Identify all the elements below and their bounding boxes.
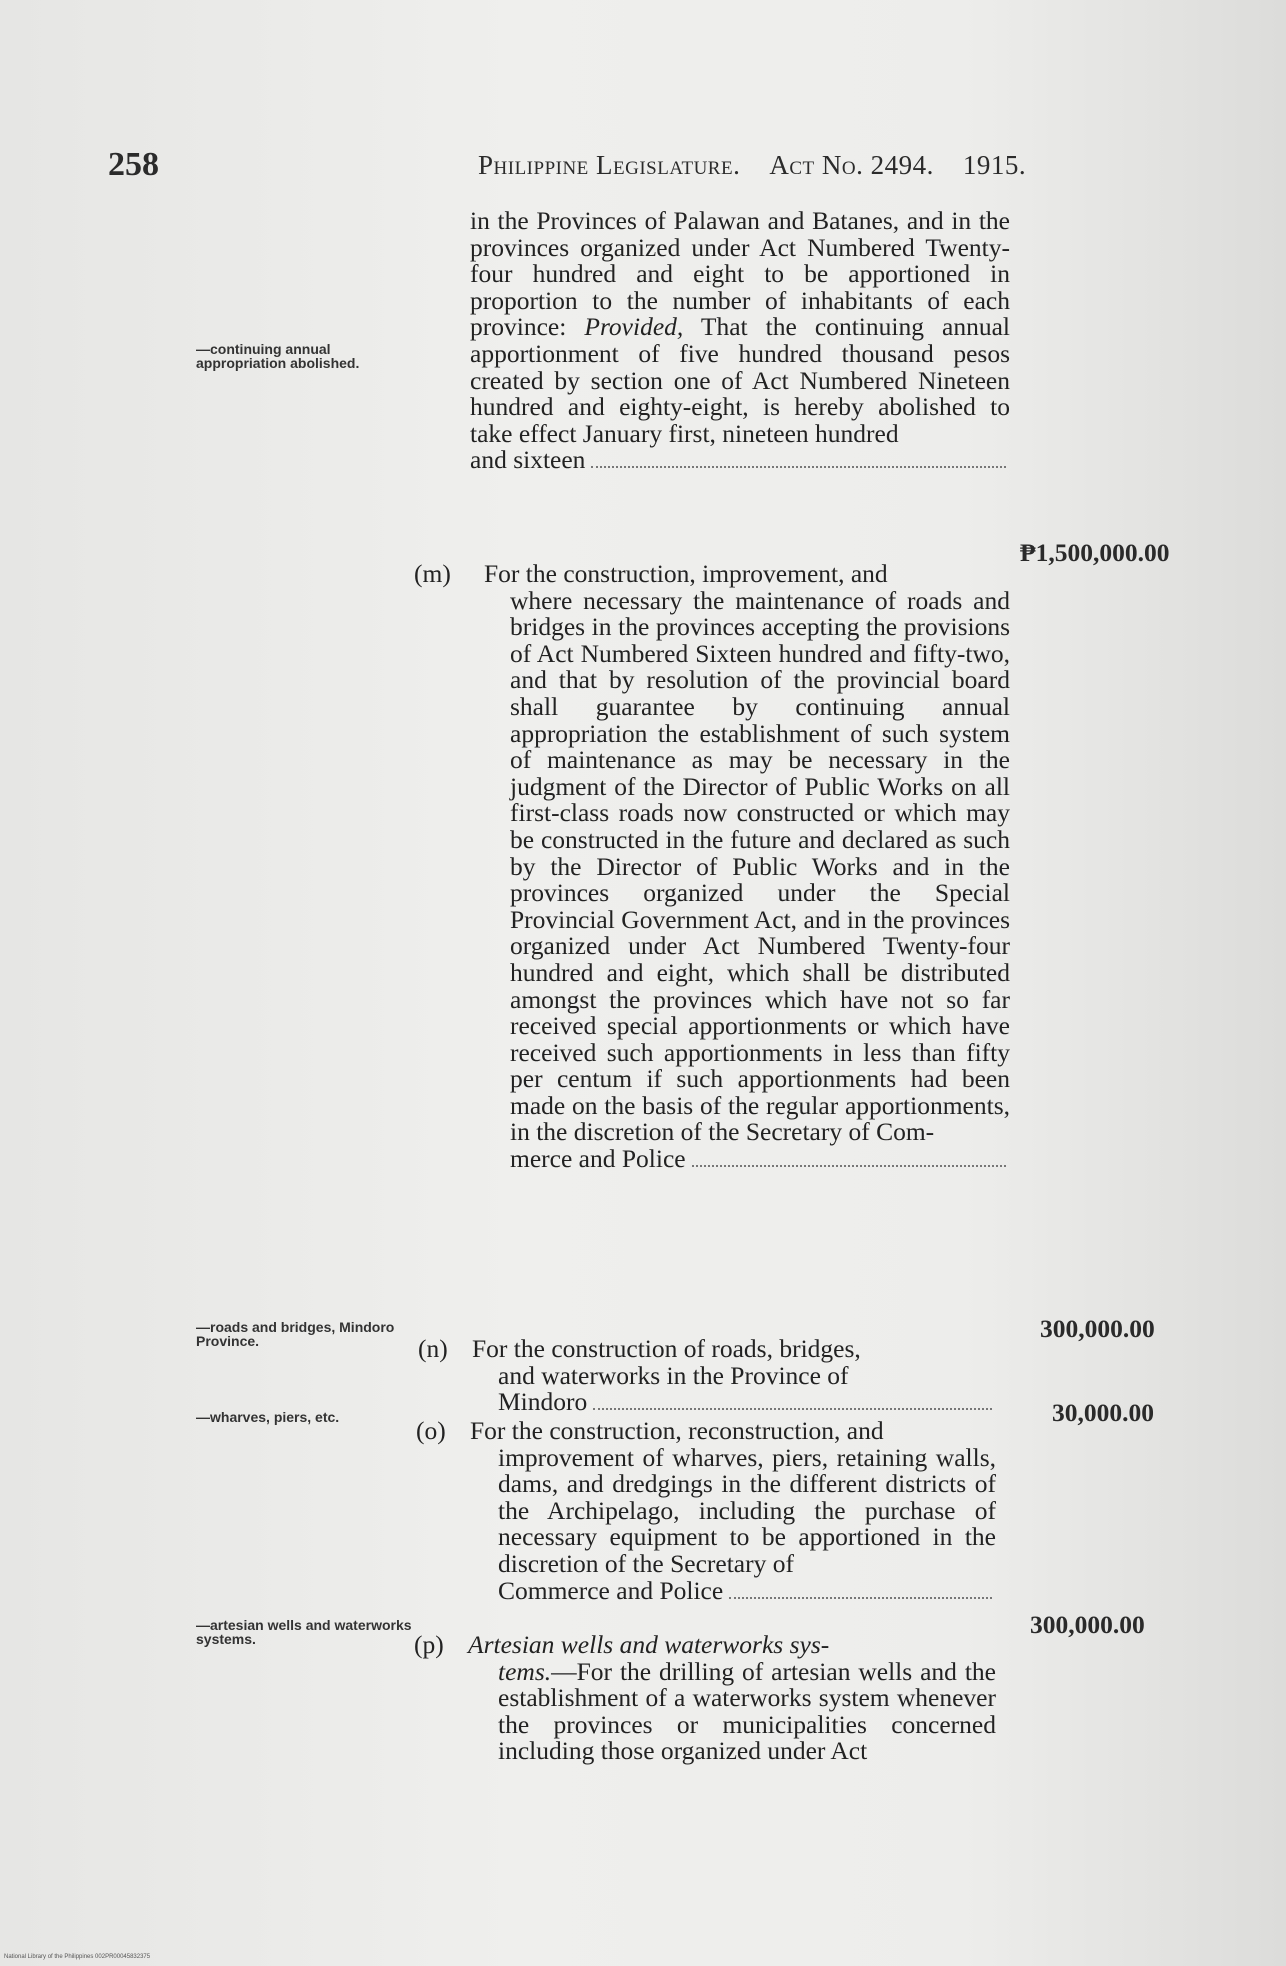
section-p-body-text: —For the drilling of artesian wells and the establishment of a waterworks system whenever the provinces or municipalities concerned including those organized under Act [498,1656,996,1766]
section-m-first-line: For the construction, improvement, and [484,559,888,588]
leader-dots [593,1408,992,1410]
margin-note-continuing: —continuing annual appropriation abolished. [196,341,360,371]
section-p-title-cont: tems. [498,1656,552,1686]
section-n-last-line [498,1389,996,1416]
section-m-last-line [510,1146,1010,1173]
year-label: 1915. [962,150,1027,180]
section-l-text [470,208,1010,447]
margin-note-artesian: —artesian wells and waterworks systems. [196,1617,412,1647]
section-m-body [510,585,1010,1174]
section-m-letter: (m) [414,559,451,588]
section-o-text: improvement of wharves, piers, retaining walls, dams, and dredgings in the different districts of the Archipelago, including the purchase of necessary equipment to be apportioned in the discretion of the Secretary of [498,1442,996,1578]
section-n-text: and waterworks in the Province of [498,1360,849,1390]
section-m-last-text: merce and Police [510,1144,686,1174]
amount-l: ₱1,500,000.00 [1020,538,1170,567]
section-o-last-line [498,1575,996,1605]
section-l [470,208,1010,474]
section-n-first-line: For the construction of roads, bridges, [472,1334,861,1363]
library-stamp: National Library of the Philippines 002PR00045832375 [4,1954,151,1960]
section-p-body [498,1656,996,1766]
amount-n: 30,000.00 [1052,1398,1154,1427]
publisher-label: Philippine Legislature. [478,150,741,180]
section-l-last-text: and sixteen [470,445,586,475]
section-m-text: where necessary the maintenance of roads and bridges in the provinces accepting the provisions of Act Numbered Sixteen hundred and fifty-two, and that by resolution of the provincial board shall guarantee by continuing annual appropriation the establishment of such system of maintenance as may be necessary in the judgment of the Director of Public Works on all first-class roads now constructed or which may be constructed in the future and declared as such by the Director of Public Works and in the provinces organized under the Special Provincial Government Act, and in the provinces organized under Act Numbered Twenty-four hundred and eight, which shall be distributed amongst the provinces which have not so far received special apportionments or which have received such apportionments in less than fifty per centum if such apportionments had been made on the basis of the regular apportionments, in the discretion of the Secretary of Com- [510,585,1010,1147]
page-number: 258 [108,146,159,183]
section-l-text-before: in the Provinces of Palawan and Batanes, and in the provinces organized under Act Numbered Twenty-four hundred and eight to be apportioned in proportion to the number of inhabitants of each province: [470,206,1010,342]
leader-dots [591,466,1006,468]
section-n-last-text: Mindoro [498,1387,588,1417]
section-p-title: Artesian wells and waterworks sys- [468,1630,830,1659]
amount-o: 300,000.00 [1030,1610,1145,1639]
running-head [478,150,1138,181]
act-label: Act No. 2494. [769,150,934,180]
section-l-proviso: Provided, [584,312,684,342]
section-p-text [498,1656,996,1766]
margin-note-wharves: —wharves, piers, etc. [196,1409,340,1425]
section-o-first-line: For the construction, reconstruction, and [470,1416,884,1445]
leader-dots [692,1165,1006,1167]
section-o-body [498,1442,996,1605]
section-p-letter: (p) [414,1630,444,1659]
section-l-text-after: That the continuing annual apportionment of five hundred thousand pesos created by section one of Act Numbered Nineteen hundred and eighty-eight, is hereby abolished to take effect January first, nineteen hundred [470,312,1010,448]
leader-dots [729,1597,992,1599]
margin-note-roads: —roads and bridges, Mindoro Province. [196,1319,395,1349]
section-l-last-line [470,447,1010,474]
amount-m: 300,000.00 [1040,1314,1155,1343]
section-o-letter: (o) [416,1416,446,1445]
section-n-body [498,1360,996,1417]
section-o-last-text: Commerce and Police [498,1575,724,1605]
section-n-letter: (n) [418,1334,448,1363]
